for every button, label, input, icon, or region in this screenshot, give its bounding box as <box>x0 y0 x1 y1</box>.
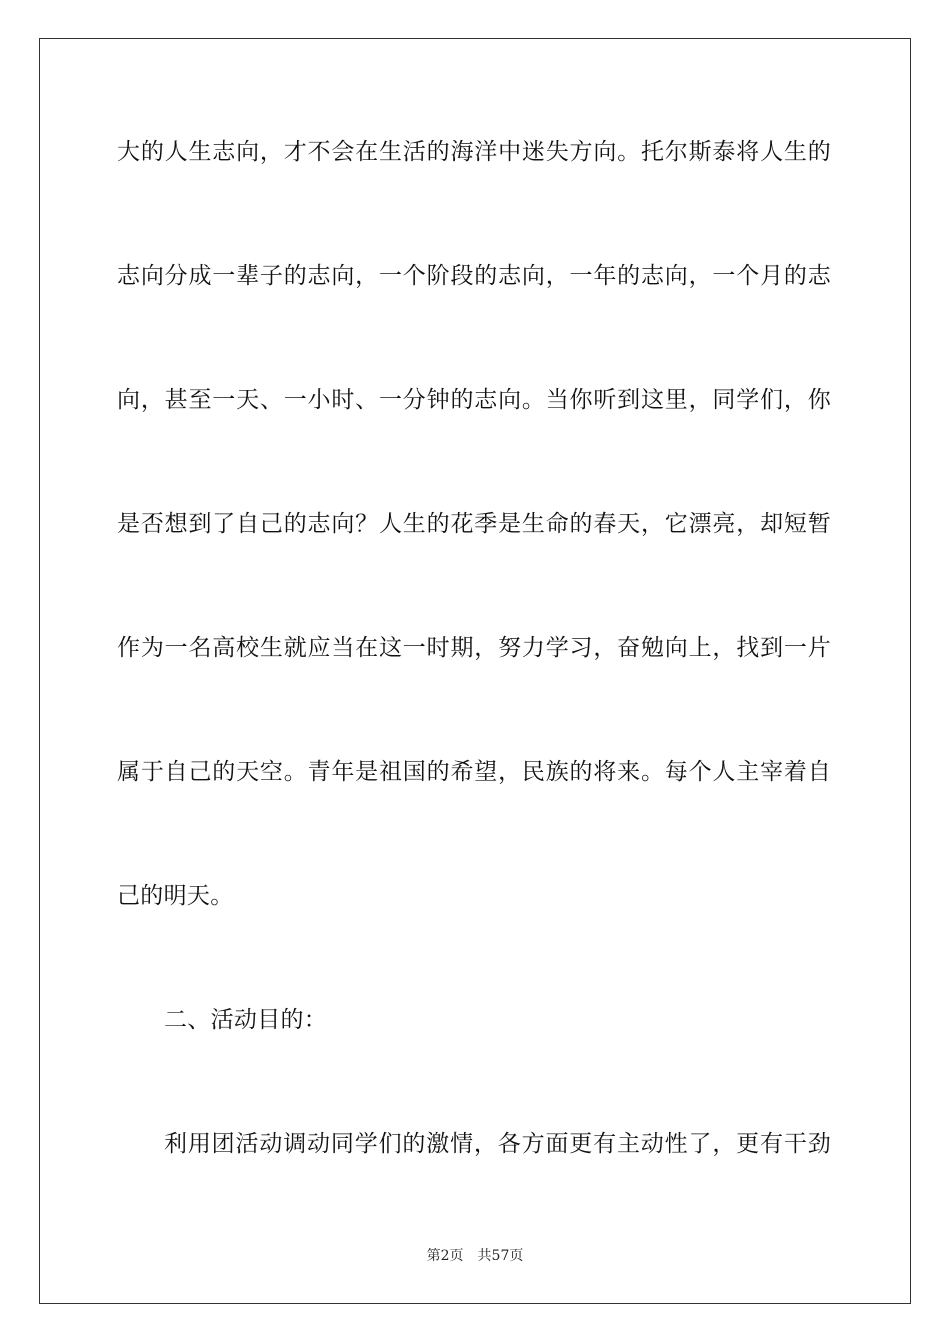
body-text-line: 己的明天。 <box>117 883 234 909</box>
page-frame <box>39 38 911 1304</box>
section-heading: 二、活动目的： <box>164 1007 328 1033</box>
body-text-line: 利用团活动调动同学们的激情，各方面更有主动性了，更有干劲 <box>164 1131 831 1157</box>
body-text-line: 作为一名高校生就应当在这一时期，努力学习，奋勉向上，找到一片 <box>117 635 831 661</box>
page-number: 第2页 <box>426 1248 464 1264</box>
body-text-line: 是否想到了自己的志向？人生的花季是生命的春天，它漂亮，却短暂 <box>117 511 831 537</box>
page-footer <box>0 1247 950 1265</box>
body-text-line: 向，甚至一天、一小时、一分钟的志向。当你听到这里，同学们，你 <box>117 387 831 413</box>
body-text-line: 属于自己的天空。青年是祖国的希望，民族的将来。每个人主宰着自 <box>117 759 831 785</box>
body-text-line: 大的人生志向，才不会在生活的海洋中迷失方向。托尔斯泰将人生的 <box>117 139 831 165</box>
page-total: 共57页 <box>477 1248 524 1264</box>
body-text-line: 志向分成一辈子的志向，一个阶段的志向，一年的志向，一个月的志 <box>117 263 831 289</box>
